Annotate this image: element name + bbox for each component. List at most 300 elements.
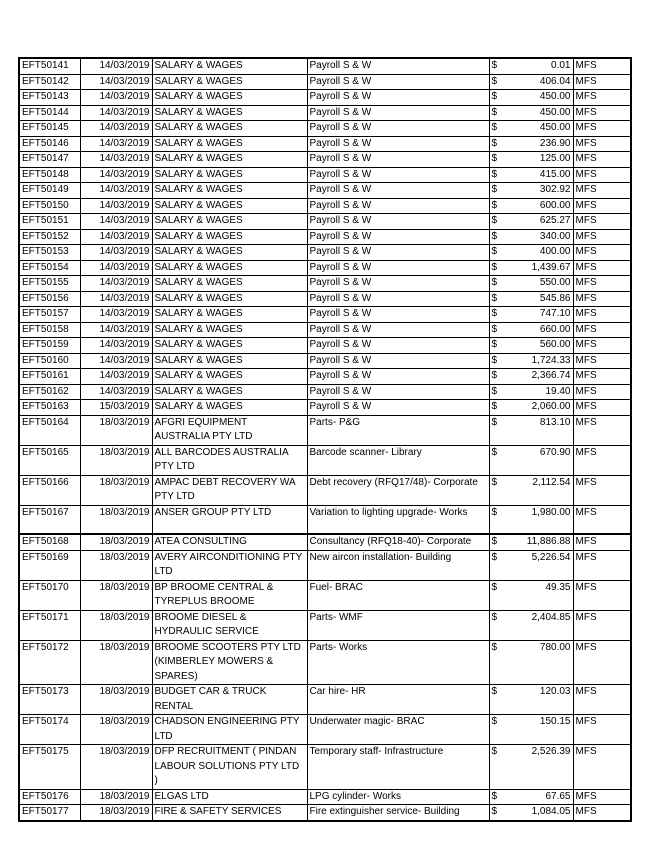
payments-table bbox=[18, 57, 632, 822]
cell-payee: ALL BARCODES AUSTRALIA PTY LTD bbox=[152, 445, 307, 475]
amount-value: 302.92 bbox=[539, 184, 571, 195]
cell-date: 14/03/2019 bbox=[80, 214, 152, 230]
cell-description: Payroll S & W bbox=[307, 384, 489, 400]
amount-value: 1,439.67 bbox=[531, 261, 571, 273]
cell-payee: SALARY & WAGES bbox=[152, 58, 307, 74]
cell-amount bbox=[489, 245, 573, 261]
cell-payee: SALARY & WAGES bbox=[152, 167, 307, 183]
cell-fund: MFS bbox=[573, 640, 631, 685]
table-row bbox=[19, 167, 631, 183]
amount-value: 670.90 bbox=[539, 446, 571, 458]
cell-date: 18/03/2019 bbox=[80, 715, 152, 745]
amount-value: 625.27 bbox=[539, 215, 571, 226]
amount-wrap bbox=[492, 168, 571, 183]
amount-wrap bbox=[492, 745, 571, 760]
cell-amount bbox=[489, 445, 573, 475]
amount-wrap bbox=[492, 183, 571, 198]
cell-fund: MFS bbox=[573, 580, 631, 610]
cell-amount bbox=[489, 640, 573, 685]
amount-value: 450.00 bbox=[539, 91, 571, 102]
amount-wrap bbox=[492, 416, 571, 431]
cell-reference: EFT50147 bbox=[19, 152, 80, 168]
cell-amount bbox=[489, 167, 573, 183]
cell-fund: MFS bbox=[573, 715, 631, 745]
cell-amount bbox=[489, 105, 573, 121]
table-row bbox=[19, 121, 631, 137]
cell-amount bbox=[489, 198, 573, 214]
currency-symbol: $ bbox=[491, 246, 498, 257]
amount-wrap bbox=[492, 121, 571, 136]
currency-symbol: $ bbox=[491, 261, 498, 273]
cell-description: Payroll S & W bbox=[307, 136, 489, 152]
cell-payee: SALARY & WAGES bbox=[152, 74, 307, 90]
cell-date: 14/03/2019 bbox=[80, 90, 152, 106]
amount-wrap bbox=[492, 446, 571, 461]
cell-reference: EFT50155 bbox=[19, 276, 80, 292]
table-row bbox=[19, 322, 631, 338]
table-row bbox=[19, 745, 631, 790]
cell-payee: SALARY & WAGES bbox=[152, 90, 307, 106]
amount-wrap bbox=[492, 323, 571, 338]
cell-date: 14/03/2019 bbox=[80, 152, 152, 168]
amount-value: 780.00 bbox=[539, 641, 571, 653]
cell-description: New aircon installation- Building bbox=[307, 550, 489, 580]
currency-symbol: $ bbox=[491, 716, 498, 727]
cell-reference: EFT50172 bbox=[19, 640, 80, 685]
cell-payee: SALARY & WAGES bbox=[152, 198, 307, 214]
cell-payee: SALARY & WAGES bbox=[152, 400, 307, 416]
cell-fund: MFS bbox=[573, 121, 631, 137]
amount-value: 660.00 bbox=[539, 323, 571, 335]
cell-description: Payroll S & W bbox=[307, 152, 489, 168]
currency-symbol: $ bbox=[491, 370, 498, 381]
amount-wrap bbox=[492, 641, 571, 656]
amount-wrap bbox=[492, 685, 571, 700]
currency-symbol: $ bbox=[491, 551, 498, 563]
amount-value: 450.00 bbox=[539, 122, 571, 133]
cell-amount bbox=[489, 260, 573, 276]
cell-reference: EFT50173 bbox=[19, 685, 80, 715]
cell-description: Consultancy (RFQ18-40)- Corporate bbox=[307, 534, 489, 550]
table-row bbox=[19, 415, 631, 445]
amount-wrap bbox=[492, 354, 571, 369]
cell-description: Parts- Works bbox=[307, 640, 489, 685]
amount-wrap bbox=[492, 476, 571, 491]
cell-date: 14/03/2019 bbox=[80, 276, 152, 292]
currency-symbol: $ bbox=[491, 536, 498, 547]
cell-description: Payroll S & W bbox=[307, 121, 489, 137]
cell-date: 14/03/2019 bbox=[80, 58, 152, 74]
cell-description: Payroll S & W bbox=[307, 369, 489, 385]
currency-symbol: $ bbox=[491, 446, 498, 458]
cell-amount bbox=[489, 745, 573, 790]
table-row bbox=[19, 245, 631, 261]
currency-symbol: $ bbox=[491, 91, 498, 102]
cell-payee: SALARY & WAGES bbox=[152, 369, 307, 385]
currency-symbol: $ bbox=[491, 308, 498, 319]
table-row bbox=[19, 74, 631, 90]
cell-date: 18/03/2019 bbox=[80, 505, 152, 534]
cell-description: Payroll S & W bbox=[307, 167, 489, 183]
cell-fund: MFS bbox=[573, 136, 631, 152]
currency-symbol: $ bbox=[491, 292, 498, 304]
amount-value: 2,060.00 bbox=[531, 401, 571, 412]
cell-amount bbox=[489, 353, 573, 369]
cell-reference: EFT50159 bbox=[19, 338, 80, 354]
amount-wrap bbox=[492, 152, 571, 167]
cell-description: Payroll S & W bbox=[307, 74, 489, 90]
amount-value: 120.03 bbox=[539, 686, 571, 697]
cell-fund: MFS bbox=[573, 805, 631, 821]
cell-amount bbox=[489, 136, 573, 152]
cell-date: 14/03/2019 bbox=[80, 229, 152, 245]
currency-symbol: $ bbox=[491, 230, 498, 242]
amount-value: 236.90 bbox=[539, 137, 571, 149]
cell-date: 18/03/2019 bbox=[80, 580, 152, 610]
cell-description: Debt recovery (RFQ17/48)- Corporate bbox=[307, 475, 489, 505]
amount-wrap bbox=[492, 292, 571, 307]
cell-reference: EFT50161 bbox=[19, 369, 80, 385]
cell-payee: SALARY & WAGES bbox=[152, 307, 307, 323]
amount-wrap bbox=[492, 214, 571, 229]
amount-wrap bbox=[492, 400, 571, 415]
table-row bbox=[19, 307, 631, 323]
cell-payee: AMPAC DEBT RECOVERY WA PTY LTD bbox=[152, 475, 307, 505]
amount-wrap bbox=[492, 506, 571, 521]
cell-payee: SALARY & WAGES bbox=[152, 338, 307, 354]
cell-payee: AVERY AIRCONDITIONING PTY LTD bbox=[152, 550, 307, 580]
cell-fund: MFS bbox=[573, 745, 631, 790]
amount-value: 813.10 bbox=[539, 416, 571, 428]
table-row bbox=[19, 475, 631, 505]
cell-reference: EFT50145 bbox=[19, 121, 80, 137]
cell-description: Payroll S & W bbox=[307, 307, 489, 323]
currency-symbol: $ bbox=[491, 339, 498, 350]
amount-value: 2,366.74 bbox=[531, 370, 571, 381]
amount-value: 747.10 bbox=[539, 308, 571, 319]
cell-reference: EFT50176 bbox=[19, 789, 80, 805]
cell-reference: EFT50170 bbox=[19, 580, 80, 610]
cell-fund: MFS bbox=[573, 307, 631, 323]
cell-date: 14/03/2019 bbox=[80, 245, 152, 261]
cell-fund: MFS bbox=[573, 152, 631, 168]
cell-fund: MFS bbox=[573, 90, 631, 106]
amount-value: 5,226.54 bbox=[531, 551, 571, 563]
amount-value: 340.00 bbox=[539, 230, 571, 242]
currency-symbol: $ bbox=[491, 354, 498, 366]
amount-value: 11,886.88 bbox=[526, 536, 571, 547]
table-row bbox=[19, 353, 631, 369]
amount-wrap bbox=[492, 261, 571, 276]
amount-wrap bbox=[492, 59, 571, 74]
cell-amount bbox=[489, 214, 573, 230]
cell-payee: SALARY & WAGES bbox=[152, 291, 307, 307]
payments-table-body bbox=[19, 58, 631, 821]
amount-value: 49.35 bbox=[545, 581, 571, 593]
currency-symbol: $ bbox=[491, 277, 498, 288]
cell-amount bbox=[489, 152, 573, 168]
cell-reference: EFT50150 bbox=[19, 198, 80, 214]
amount-value: 1,724.33 bbox=[531, 354, 571, 366]
cell-reference: EFT50154 bbox=[19, 260, 80, 276]
cell-description: Fuel- BRAC bbox=[307, 580, 489, 610]
cell-fund: MFS bbox=[573, 400, 631, 416]
table-row bbox=[19, 715, 631, 745]
cell-date: 14/03/2019 bbox=[80, 322, 152, 338]
cell-amount bbox=[489, 580, 573, 610]
table-row bbox=[19, 400, 631, 416]
cell-fund: MFS bbox=[573, 685, 631, 715]
currency-symbol: $ bbox=[491, 806, 498, 817]
cell-description: Fire extinguisher service- Building bbox=[307, 805, 489, 821]
cell-date: 15/03/2019 bbox=[80, 400, 152, 416]
table-row bbox=[19, 152, 631, 168]
cell-fund: MFS bbox=[573, 353, 631, 369]
table-row bbox=[19, 90, 631, 106]
cell-fund: MFS bbox=[573, 260, 631, 276]
cell-fund: MFS bbox=[573, 338, 631, 354]
table-row bbox=[19, 384, 631, 400]
cell-fund: MFS bbox=[573, 550, 631, 580]
amount-wrap bbox=[492, 245, 571, 260]
cell-reference: EFT50146 bbox=[19, 136, 80, 152]
cell-payee: BP BROOME CENTRAL & TYREPLUS BROOME bbox=[152, 580, 307, 610]
cell-description: Variation to lighting upgrade- Works bbox=[307, 505, 489, 534]
cell-amount bbox=[489, 291, 573, 307]
cell-payee: SALARY & WAGES bbox=[152, 136, 307, 152]
payments-page bbox=[18, 57, 632, 822]
amount-value: 2,112.54 bbox=[532, 476, 571, 488]
amount-value: 545.86 bbox=[539, 292, 571, 304]
cell-payee: ATEA CONSULTING bbox=[152, 534, 307, 550]
cell-amount bbox=[489, 715, 573, 745]
cell-description: Payroll S & W bbox=[307, 260, 489, 276]
table-row bbox=[19, 58, 631, 74]
cell-fund: MFS bbox=[573, 384, 631, 400]
amount-value: 415.00 bbox=[539, 168, 571, 180]
cell-fund: MFS bbox=[573, 245, 631, 261]
amount-value: 560.00 bbox=[539, 339, 571, 350]
cell-date: 14/03/2019 bbox=[80, 74, 152, 90]
cell-description: Temporary staff- Infrastructure bbox=[307, 745, 489, 790]
cell-fund: MFS bbox=[573, 369, 631, 385]
cell-payee: CHADSON ENGINEERING PTY LTD bbox=[152, 715, 307, 745]
cell-reference: EFT50167 bbox=[19, 505, 80, 534]
cell-payee: SALARY & WAGES bbox=[152, 214, 307, 230]
currency-symbol: $ bbox=[491, 184, 498, 195]
cell-date: 18/03/2019 bbox=[80, 550, 152, 580]
cell-fund: MFS bbox=[573, 322, 631, 338]
cell-description: Barcode scanner- Library bbox=[307, 445, 489, 475]
cell-date: 18/03/2019 bbox=[80, 805, 152, 821]
amount-wrap bbox=[492, 90, 571, 105]
amount-value: 67.65 bbox=[545, 790, 571, 802]
cell-amount bbox=[489, 307, 573, 323]
cell-description: Parts- P&G bbox=[307, 415, 489, 445]
cell-payee: BROOME DIESEL & HYDRAULIC SERVICE bbox=[152, 610, 307, 640]
table-row bbox=[19, 276, 631, 292]
cell-amount bbox=[489, 369, 573, 385]
cell-date: 18/03/2019 bbox=[80, 610, 152, 640]
table-row bbox=[19, 580, 631, 610]
currency-symbol: $ bbox=[491, 790, 498, 802]
cell-description: Payroll S & W bbox=[307, 58, 489, 74]
cell-date: 18/03/2019 bbox=[80, 445, 152, 475]
cell-amount bbox=[489, 229, 573, 245]
amount-value: 125.00 bbox=[539, 153, 571, 164]
cell-reference: EFT50171 bbox=[19, 610, 80, 640]
cell-payee: DFP RECRUITMENT ( PINDAN LABOUR SOLUTIONS PTY LTD ) bbox=[152, 745, 307, 790]
cell-description: Car hire- HR bbox=[307, 685, 489, 715]
amount-value: 450.00 bbox=[539, 106, 571, 118]
currency-symbol: $ bbox=[491, 60, 498, 71]
cell-amount bbox=[489, 610, 573, 640]
amount-wrap bbox=[492, 551, 571, 566]
cell-reference: EFT50163 bbox=[19, 400, 80, 416]
cell-amount bbox=[489, 384, 573, 400]
currency-symbol: $ bbox=[491, 106, 498, 118]
table-row bbox=[19, 369, 631, 385]
table-row bbox=[19, 229, 631, 245]
cell-date: 14/03/2019 bbox=[80, 338, 152, 354]
cell-description: Underwater magic- BRAC bbox=[307, 715, 489, 745]
currency-symbol: $ bbox=[491, 385, 498, 397]
cell-reference: EFT50177 bbox=[19, 805, 80, 821]
table-row bbox=[19, 183, 631, 199]
amount-wrap bbox=[492, 790, 571, 805]
cell-reference: EFT50143 bbox=[19, 90, 80, 106]
cell-reference: EFT50151 bbox=[19, 214, 80, 230]
cell-payee: SALARY & WAGES bbox=[152, 152, 307, 168]
cell-payee: BUDGET CAR & TRUCK RENTAL bbox=[152, 685, 307, 715]
table-row bbox=[19, 338, 631, 354]
cell-payee: SALARY & WAGES bbox=[152, 229, 307, 245]
cell-date: 18/03/2019 bbox=[80, 685, 152, 715]
amount-wrap bbox=[492, 137, 571, 152]
cell-description: Payroll S & W bbox=[307, 276, 489, 292]
currency-symbol: $ bbox=[491, 168, 498, 180]
amount-value: 150.15 bbox=[539, 716, 571, 727]
cell-date: 14/03/2019 bbox=[80, 353, 152, 369]
cell-fund: MFS bbox=[573, 475, 631, 505]
cell-amount bbox=[489, 789, 573, 805]
currency-symbol: $ bbox=[491, 122, 498, 133]
cell-reference: EFT50160 bbox=[19, 353, 80, 369]
cell-fund: MFS bbox=[573, 74, 631, 90]
currency-symbol: $ bbox=[491, 215, 498, 226]
amount-value: 400.00 bbox=[539, 246, 571, 257]
cell-description: Payroll S & W bbox=[307, 338, 489, 354]
cell-description: Payroll S & W bbox=[307, 214, 489, 230]
cell-description: Payroll S & W bbox=[307, 245, 489, 261]
cell-payee: SALARY & WAGES bbox=[152, 384, 307, 400]
table-row bbox=[19, 789, 631, 805]
cell-fund: MFS bbox=[573, 789, 631, 805]
currency-symbol: $ bbox=[491, 137, 498, 149]
amount-value: 1,980.00 bbox=[531, 506, 571, 518]
cell-fund: MFS bbox=[573, 291, 631, 307]
currency-symbol: $ bbox=[491, 75, 498, 87]
cell-reference: EFT50164 bbox=[19, 415, 80, 445]
cell-fund: MFS bbox=[573, 183, 631, 199]
cell-amount bbox=[489, 322, 573, 338]
table-row bbox=[19, 291, 631, 307]
cell-reference: EFT50152 bbox=[19, 229, 80, 245]
cell-amount bbox=[489, 400, 573, 416]
cell-reference: EFT50157 bbox=[19, 307, 80, 323]
cell-amount bbox=[489, 415, 573, 445]
cell-payee: FIRE & SAFETY SERVICES bbox=[152, 805, 307, 821]
cell-description: Payroll S & W bbox=[307, 183, 489, 199]
amount-wrap bbox=[492, 611, 571, 626]
cell-amount bbox=[489, 805, 573, 821]
cell-date: 18/03/2019 bbox=[80, 789, 152, 805]
cell-fund: MFS bbox=[573, 198, 631, 214]
cell-amount bbox=[489, 685, 573, 715]
cell-amount bbox=[489, 121, 573, 137]
cell-reference: EFT50174 bbox=[19, 715, 80, 745]
cell-reference: EFT50141 bbox=[19, 58, 80, 74]
cell-fund: MFS bbox=[573, 214, 631, 230]
currency-symbol: $ bbox=[491, 611, 498, 623]
amount-value: 600.00 bbox=[539, 199, 571, 211]
cell-payee: SALARY & WAGES bbox=[152, 353, 307, 369]
cell-date: 14/03/2019 bbox=[80, 136, 152, 152]
cell-fund: MFS bbox=[573, 415, 631, 445]
cell-reference: EFT50153 bbox=[19, 245, 80, 261]
cell-reference: EFT50162 bbox=[19, 384, 80, 400]
cell-fund: MFS bbox=[573, 610, 631, 640]
currency-symbol: $ bbox=[491, 401, 498, 412]
currency-symbol: $ bbox=[491, 199, 498, 211]
cell-payee: AFGRI EQUIPMENT AUSTRALIA PTY LTD bbox=[152, 415, 307, 445]
cell-fund: MFS bbox=[573, 58, 631, 74]
cell-amount bbox=[489, 475, 573, 505]
currency-symbol: $ bbox=[491, 581, 498, 593]
cell-description: Payroll S & W bbox=[307, 229, 489, 245]
amount-value: 2,404.85 bbox=[531, 611, 571, 623]
cell-reference: EFT50148 bbox=[19, 167, 80, 183]
cell-description: LPG cylinder- Works bbox=[307, 789, 489, 805]
cell-date: 14/03/2019 bbox=[80, 260, 152, 276]
cell-amount bbox=[489, 550, 573, 580]
table-row bbox=[19, 550, 631, 580]
cell-description: Payroll S & W bbox=[307, 400, 489, 416]
cell-date: 18/03/2019 bbox=[80, 415, 152, 445]
cell-fund: MFS bbox=[573, 445, 631, 475]
table-row bbox=[19, 136, 631, 152]
amount-value: 2,526.39 bbox=[531, 746, 571, 757]
cell-date: 14/03/2019 bbox=[80, 384, 152, 400]
amount-value: 0.01 bbox=[551, 60, 571, 71]
amount-value: 1,084.05 bbox=[531, 806, 571, 817]
cell-payee: ANSER GROUP PTY LTD bbox=[152, 505, 307, 534]
cell-fund: MFS bbox=[573, 534, 631, 550]
table-row bbox=[19, 214, 631, 230]
cell-description: Payroll S & W bbox=[307, 353, 489, 369]
cell-date: 14/03/2019 bbox=[80, 369, 152, 385]
amount-wrap bbox=[492, 230, 571, 245]
currency-symbol: $ bbox=[491, 153, 498, 164]
currency-symbol: $ bbox=[491, 641, 498, 653]
cell-payee: SALARY & WAGES bbox=[152, 322, 307, 338]
amount-value: 19.40 bbox=[545, 385, 571, 397]
cell-description: Payroll S & W bbox=[307, 198, 489, 214]
cell-payee: SALARY & WAGES bbox=[152, 121, 307, 137]
table-row bbox=[19, 685, 631, 715]
currency-symbol: $ bbox=[491, 323, 498, 335]
currency-symbol: $ bbox=[491, 506, 498, 518]
